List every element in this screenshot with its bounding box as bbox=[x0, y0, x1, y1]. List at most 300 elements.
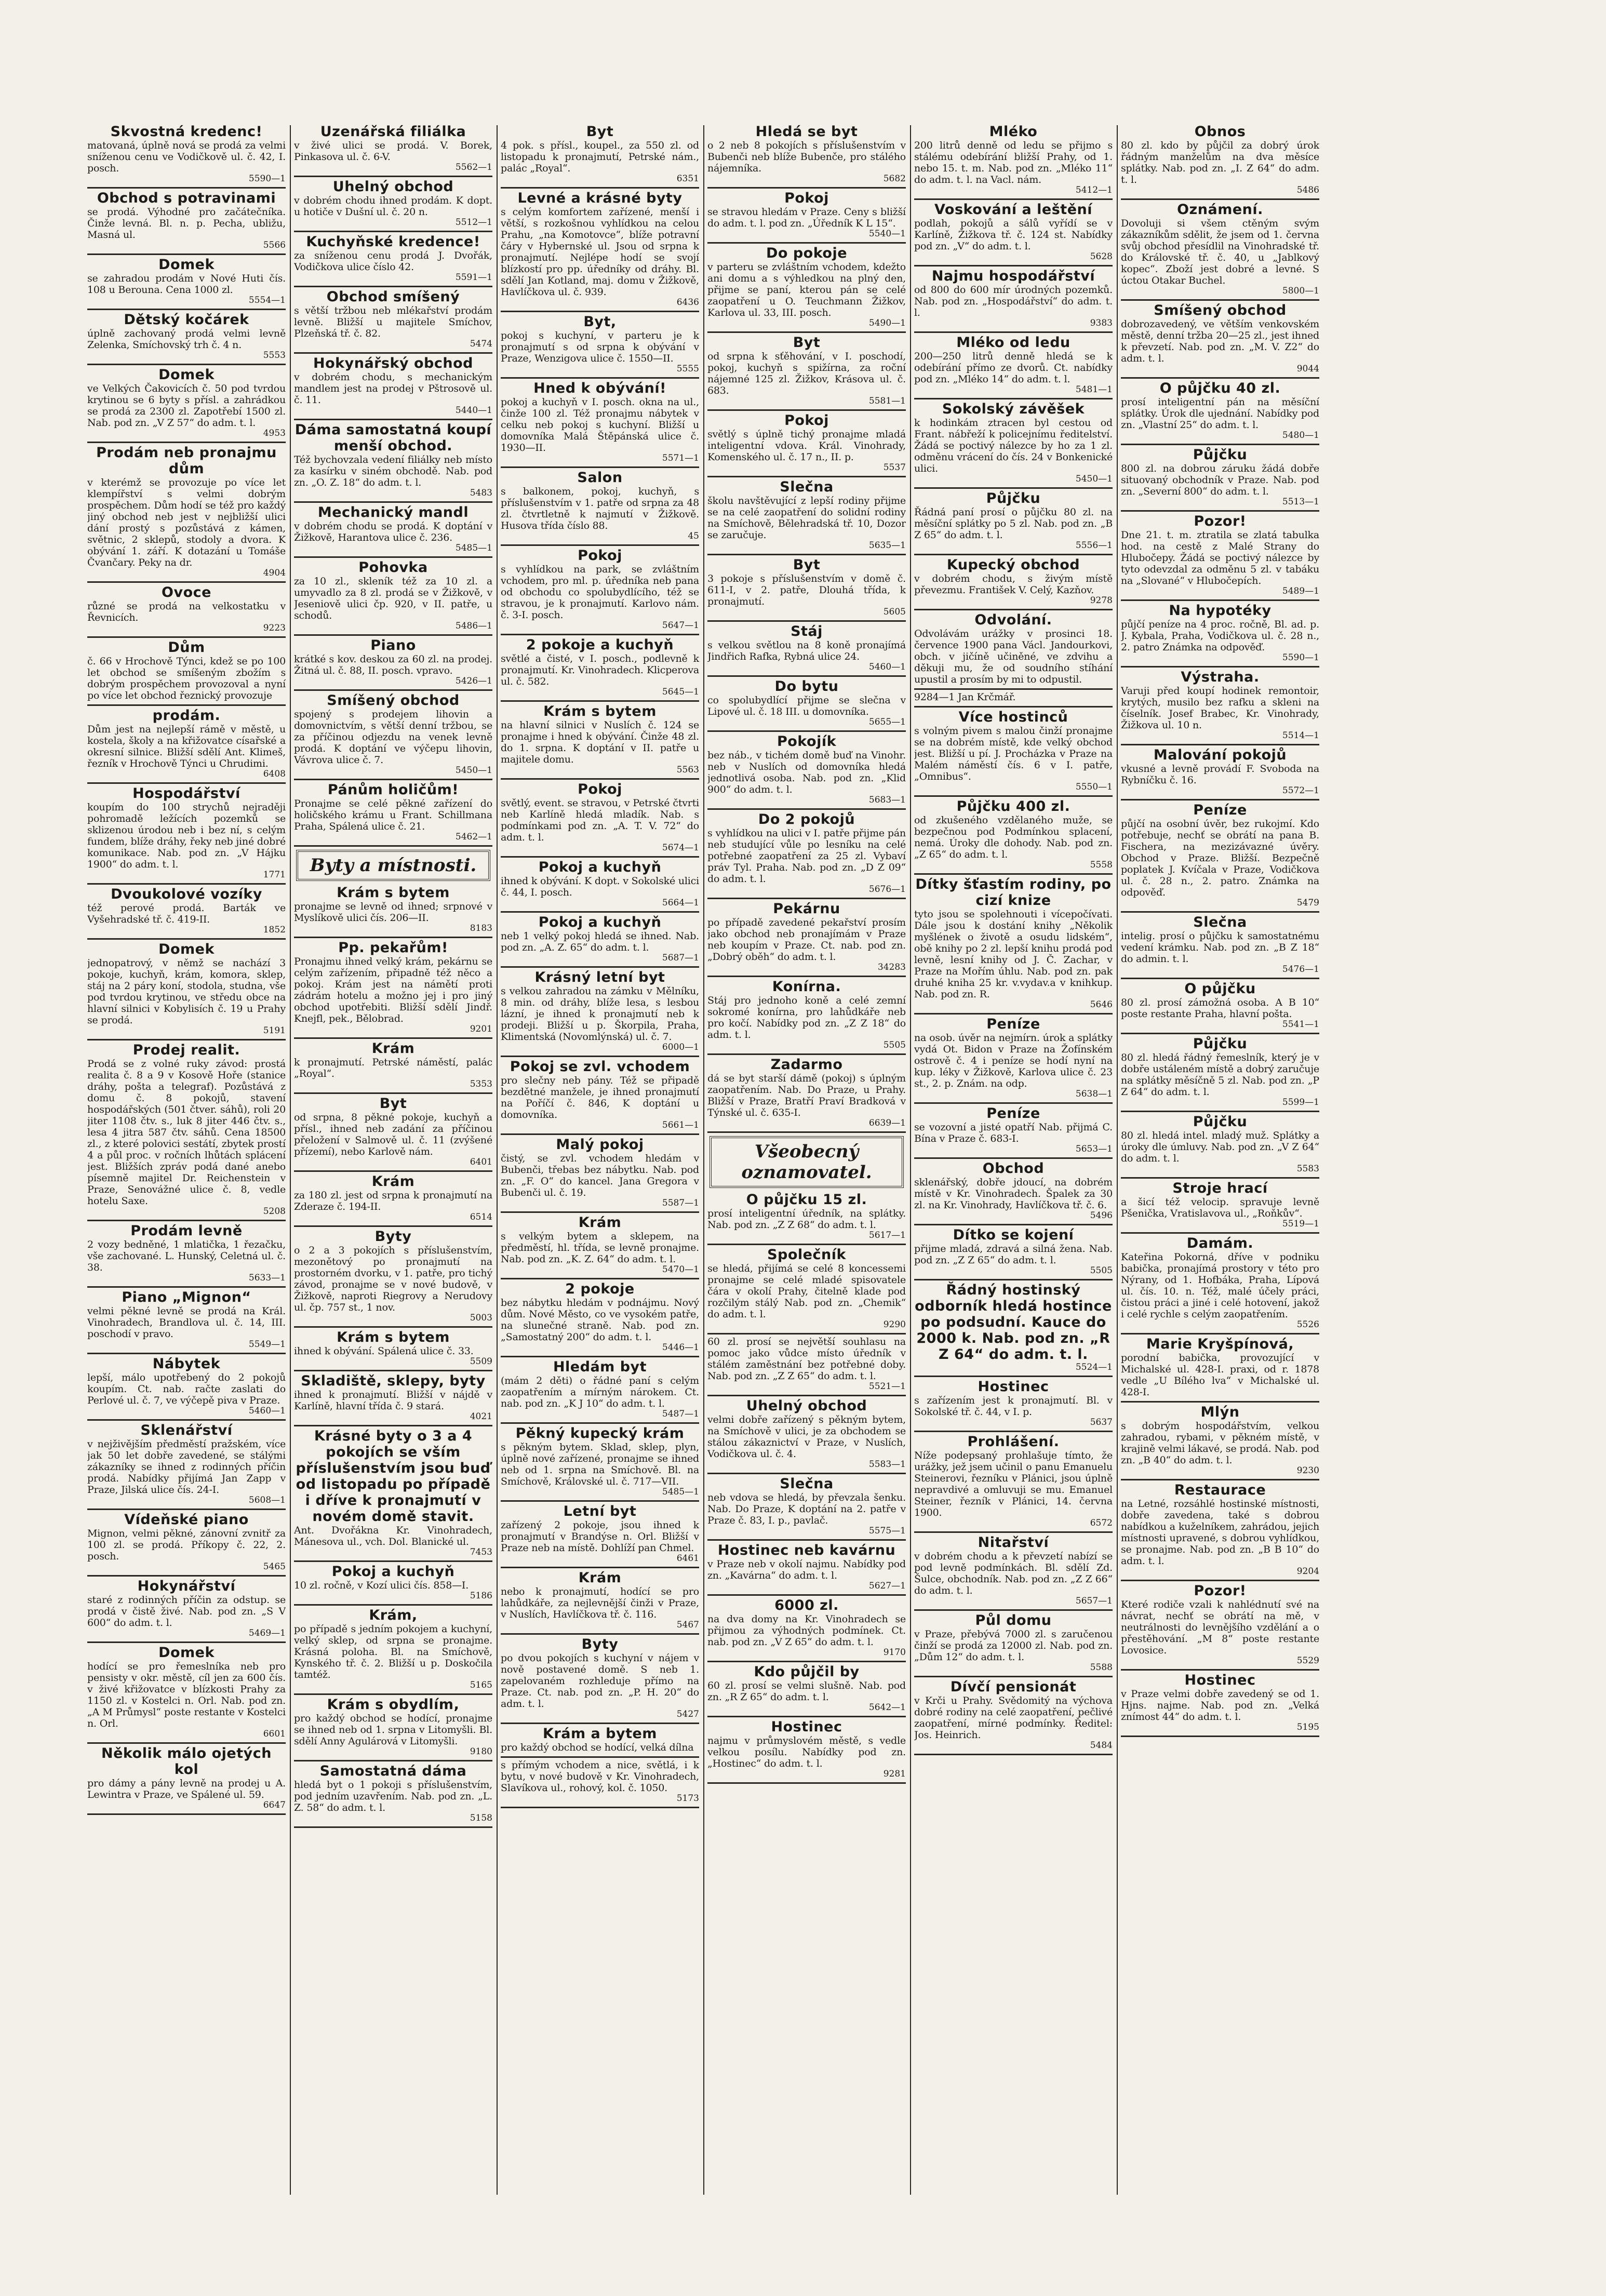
ad-heading: Do pokoje bbox=[766, 245, 848, 261]
ad-reference-code: 6000—1 bbox=[662, 1042, 699, 1052]
classified-ad bbox=[87, 1643, 286, 1744]
ad-reference-code: 5588 bbox=[1090, 1662, 1113, 1673]
ad-body: Stáj pro jednoho koně a celé zemní sokromé konírna, pro lahůdkáře neb pro kočí. Nabídky pod zn. „Z Z 18“ do adm. t. l. bbox=[707, 995, 906, 1040]
ad-heading: Letní byt bbox=[563, 1503, 637, 1519]
classified-ad bbox=[1121, 1234, 1319, 1334]
ad-heading: Pozor! bbox=[1194, 513, 1247, 529]
ad-reference-code: 5426—1 bbox=[455, 676, 492, 686]
ad-heading: Damám. bbox=[1186, 1235, 1254, 1251]
ad-body: po případě s jedním pokojem a kuchyní, velký sklep, od srpna se pronajme. Krásná poloha. Bl. na Smíchově, Kynského tř. č. 2. Bližší u p. Doskočila tamtéž. bbox=[294, 1623, 492, 1680]
classified-ad bbox=[1121, 1480, 1319, 1581]
ad-reference-code: 5509 bbox=[470, 1356, 492, 1367]
ad-heading: Uhelný obchod bbox=[332, 179, 454, 195]
classified-ad bbox=[1121, 668, 1319, 745]
ad-reference-code: 5800—1 bbox=[1282, 286, 1319, 296]
ad-heading: O půjčku 15 zl. bbox=[746, 1192, 867, 1208]
ad-heading: Hokynářství bbox=[137, 1578, 236, 1594]
classified-ad bbox=[914, 489, 1113, 555]
ad-reference-code: 5486 bbox=[1296, 185, 1319, 195]
ad-reference-code: 6408 bbox=[263, 769, 286, 779]
ad-body: pro každý obchod se hodící, pronajme se ihned neb od 1. srpna v Litomyšli. Bl. sdělí Anny Agulárová v Litomyšli. bbox=[294, 1713, 492, 1747]
ad-reference-code: 5605 bbox=[883, 607, 906, 617]
classified-ad bbox=[501, 913, 699, 968]
classified-ad bbox=[501, 312, 699, 379]
ad-body: s velkou zahradou na zámku v Mělníku, 8 min. od dráhy, blíže lesa, s lesbou lázní, je ihned k pronajmutí neb k prodeji. Bližší u p. Škorpila, Praha, Klimentská (Novomlýnská) ul. č. 7. bbox=[501, 985, 699, 1043]
ad-reference-code: 5682 bbox=[883, 173, 906, 184]
ad-heading: Prodám neb pronajmu dům bbox=[96, 445, 277, 477]
ad-body: pronajme se levně od ihned; srpnové v Myslíkově ulici čís. 206—II. bbox=[294, 901, 492, 924]
classified-ad bbox=[87, 1577, 286, 1643]
ad-reference-code: 5553 bbox=[263, 350, 286, 361]
section-banner-line: Byty a místnosti. bbox=[310, 855, 477, 876]
ad-body: od srpna k sťěhování, v I. poschodí, pokoj, kuchyň s spižírna, za roční nájemné 125 zl. Žižkov, Krásova ul. č. 683. bbox=[707, 351, 906, 396]
ad-body: intelig. prosí o půjčku k samostatnému vedení krámku. Nab. pod zn. „B Z 18“ do admin. t. l. bbox=[1121, 930, 1319, 965]
ad-heading: Půl domu bbox=[975, 1612, 1052, 1628]
classified-ad bbox=[294, 1094, 492, 1172]
ad-heading: Obchod bbox=[982, 1160, 1045, 1177]
ad-reference-code: 5529 bbox=[1296, 1656, 1319, 1666]
classified-ad bbox=[707, 810, 906, 899]
ad-heading: Obchod smíšený bbox=[326, 289, 460, 305]
ad-body: s velkým bytem a sklepem, na předměstí, hl. třída, se levně pronajme. Nab. pod zn. „K. Z. 64“ do adm. t. l. bbox=[501, 1231, 699, 1265]
ad-body: v parteru se zvláštním vchodem, kdežto ani domu a s výhledkou na plný den, přijme se paní, kterou pán se celé zaopatření u O. Teuchmann Žižkov, Karlova ul. 33, III. posch. bbox=[707, 261, 906, 318]
ad-reference-code: 5480—1 bbox=[1282, 430, 1319, 440]
ad-reference-code: 8183 bbox=[470, 923, 492, 933]
column-6 bbox=[1121, 122, 1319, 2199]
ad-body: 200—250 litrů denně hledá se k odebírání přímo ze dvorů. Ct. nabídky pod zn. „Mléko 14“ do adm. t. l. bbox=[914, 351, 1113, 385]
ad-body: 800 zl. na dobrou záruku žádá dobře situovaný obchodník v Praze. Nab. pod zn. „Severní 800“ do adm. t. l. bbox=[1121, 463, 1319, 497]
classified-ad bbox=[707, 732, 906, 810]
classified-ad bbox=[707, 1474, 906, 1541]
ad-body: s dobrým hospodářstvím, velkou zahradou, rybami, v pěkném místě, v krajině velmi lákavé, se prodá. Nab. pod zn. „B 40“ do adm. t. l. bbox=[1121, 1420, 1319, 1466]
ad-body: hledá byt o 1 pokoji s příslušenstvím, pod jedním uzavřením. Nab. pod zn. „L. Z. 58“ do adm. t. l. bbox=[294, 1779, 492, 1813]
classified-ad bbox=[914, 1677, 1113, 1755]
classified-ad bbox=[294, 1039, 492, 1094]
ad-reference-code: 6461 bbox=[676, 1553, 699, 1564]
ad-body: v Praze neb v okolí najmu. Nabídky pod zn. „Kavárna“ do adm. t. l. bbox=[707, 1558, 906, 1581]
classified-ad bbox=[707, 677, 906, 732]
ad-heading: Do bytu bbox=[774, 678, 839, 695]
ad-heading: O půjčku bbox=[1184, 981, 1256, 997]
ad-heading: 2 pokoje a kuchyň bbox=[526, 637, 674, 653]
ad-heading: Piano „Mignon“ bbox=[122, 1289, 251, 1305]
ad-heading: Dítky šťastím rodiny, po cizí knize bbox=[915, 876, 1112, 909]
ad-heading: Sklenářství bbox=[140, 1422, 233, 1438]
ad-body: za sníženou cenu prodá J. Dvořák, Vodičkova ulice číslo 42. bbox=[294, 250, 492, 273]
classified-ad bbox=[914, 555, 1113, 610]
ad-heading: Hokynářský obchod bbox=[313, 355, 473, 371]
ad-body: ihned k obývání. Spálená ulice č. 33. bbox=[294, 1345, 474, 1357]
ad-reference-code: 7453 bbox=[470, 1547, 492, 1557]
ad-heading: Sokolský závěšek bbox=[942, 401, 1085, 417]
ad-body: Dovoluji si všem ctěným svým zákazníkům sdělit, že jsem od 1. června svůj obchod přesídlil na Vinohradské tř. do Královské tř. č. 40, u „Jablkový kopec“. Zboží jest dobré a levné. S úctou Otakar Buchel. bbox=[1121, 218, 1319, 286]
classified-ad bbox=[501, 635, 699, 702]
ad-body: prosí inteligentní pán na měsíční splátky. Úrok dle ujednání. Nabídky pod zn. „Vlastní 25“ do adm. t. l. bbox=[1121, 396, 1319, 431]
classified-ad bbox=[501, 468, 699, 546]
ad-reference-code: 5483 bbox=[470, 488, 492, 498]
ad-heading: Uzenářská filiálka bbox=[320, 124, 466, 140]
ad-heading: Mléko od ledu bbox=[956, 335, 1070, 351]
ad-body: v dobrém chodu ihned prodám. K dopt. u hotiče v Dušní ul. č. 20 n. bbox=[294, 195, 492, 218]
classified-ad bbox=[707, 1717, 906, 1784]
ad-heading: Prodej realit. bbox=[132, 1042, 240, 1058]
ad-reference-code: 5165 bbox=[470, 1680, 492, 1690]
ad-reference-code: 5587—1 bbox=[662, 1198, 699, 1208]
classified-ad bbox=[707, 899, 906, 977]
classified-ad bbox=[87, 1744, 286, 1815]
ad-reference-code: 9230 bbox=[1296, 1465, 1319, 1476]
ad-body: velmi dobře zařízený s pěkným bytem, na Smíchově v ulici, je za obchodem se stálou zákaznictví v Praze, v Nuslích, Vodičkova ul. č. 4. bbox=[707, 1414, 906, 1460]
ad-body: a šicí též velocip. spravuje levně Pšenička, Vratislavova ul., „Roňkův“. bbox=[1121, 1196, 1319, 1219]
ad-reference-code: 9044 bbox=[1296, 364, 1319, 374]
ad-reference-code: 5674—1 bbox=[662, 843, 699, 853]
classified-ad bbox=[501, 1758, 699, 1808]
ad-heading: Dům bbox=[168, 639, 205, 656]
classified-ad bbox=[1121, 379, 1319, 445]
ad-body: se vozovní a jisté opatří Nab. přijmá C. Bína v Praze č. 683-I. bbox=[914, 1122, 1113, 1144]
classified-ad bbox=[707, 555, 906, 622]
classified-ad bbox=[501, 189, 699, 312]
ad-body: Níže podepsaný prohlašuje tímto, že urážky, jež jsem učinil o panu Emanuelu Steinerovi, řezníku v Plánici, jsou úplně nepravdivé a omluvuji se mu. Emanuel Steiner, řezník v Plánici, 14. června 1900. bbox=[914, 1450, 1113, 1518]
classified-ad bbox=[294, 691, 492, 780]
ad-reference-code: 5572—1 bbox=[1282, 785, 1319, 796]
ad-body: (mám 2 děti) o řádné paní s celým zaopatřením a mírným nárokem. Ct. nab. pod zn. „K J 10“ do adm. t. l. bbox=[501, 1375, 699, 1409]
classified-ad bbox=[294, 1371, 492, 1426]
ad-body: Pronajmu ihned velký krám, pekárnu se celým zařízením, připadně též něco a pokoj. Krám jest na námětí proti zádrám hotelu a možno jej i pro jiný obchod upotřebiti. Bližší sdělí Jindř. Knejfl, pek., Bělobrad. bbox=[294, 956, 492, 1024]
ad-reference-code: 5571—1 bbox=[662, 453, 699, 463]
ad-heading: Do 2 pokojů bbox=[758, 811, 855, 827]
ad-body: v živé ulici se prodá. V. Borek, Pinkasova ul. č. 6-V. bbox=[294, 140, 492, 163]
ad-heading: Konírna. bbox=[772, 979, 841, 995]
ad-body: pro dámy a pány levně na prodej u A. Lewintra v Praze, ve Spálené ul. 59. bbox=[87, 1778, 286, 1800]
ad-body: v dobrém chodu a k převzetí nabízí se pod levně podmínkách. Bl. sdělí Zd. Šulce, obchodník. Nab. pod zn. „Z Z 66“ do adm. t. l. bbox=[914, 1551, 1113, 1596]
classified-ad bbox=[914, 1280, 1113, 1377]
classified-ad bbox=[707, 411, 906, 477]
ad-heading: Krám s bytem bbox=[337, 1329, 450, 1345]
ad-body: najmu v průmyslovém městě, s vedle velkou posílu. Nabídky pod zn. „Hostinec“ do adm. t. l. bbox=[707, 1735, 906, 1769]
ad-body: podlah, pokojů a sálů vyřídí se v Karlíně, Žižkova tř. č. 124 st. Nabídky pod zn. „V“ do adm. t. l. bbox=[914, 218, 1113, 252]
ad-heading: Hostinec neb kavárnu bbox=[717, 1542, 896, 1558]
section-banner-line: Všeobecný bbox=[754, 1141, 859, 1162]
ad-reference-code: 5537 bbox=[883, 462, 906, 473]
ad-body: s vyhlídkou na park, se zvláštním vchodem, pro ml. p. úředníka neb pana od obchodu co spolubydlícího, též se stravou, je k pronajmutí. Karlovo nám. č. 3-I. posch. bbox=[501, 564, 699, 621]
ad-body: světlý s úplně tichý pronajme mladá inteligentní vdova. Král. Vinohrady, Komenského ul. č. 17 n., II. p. bbox=[707, 429, 906, 463]
ad-reference-code: 5514—1 bbox=[1282, 730, 1319, 741]
ad-body: za 10 zl., skleník též za 10 zl. a umyvadlo za 8 zl. prodá se v Žižkově, v Jeseniově ulici čp. 920, v II. patře, u schodů. bbox=[294, 576, 492, 621]
ad-reference-code: 5476—1 bbox=[1282, 964, 1319, 975]
ad-body: krátké s kov. deskou za 60 zl. na prodej. Žitná ul. č. 88, II. posch. vpravo. bbox=[294, 653, 492, 676]
ad-body: o 2 a 3 pokojích s příslušenstvím, mezonětový po pronajmutí na prostorném dvorku, v 1. patře, pro tichý závod, pronajme se v nové budově, v Žižkově, naproti Riegrovy a Nerudovy ul. čp. 757 st., 1 nov. bbox=[294, 1245, 492, 1313]
ad-body: v dobrém chodu, s mechanickým mandlem jest na prodej v Pštrosově ul. č. 11. bbox=[294, 371, 492, 406]
ad-reference-code: 5513—1 bbox=[1282, 497, 1319, 507]
ad-reference-code: 5555 bbox=[676, 364, 699, 374]
ad-body: staré z rodinných příčin za odstup. se prodá v čistě živé. Nab. pod zn. „S V 600“ do adm. t. l. bbox=[87, 1594, 286, 1628]
ad-body: světlý, event. se stravou, v Petrské čtvrti neb Karlíně hledá mladík. Nab. s podmínkami pod zn. „A. T. V. 72“ do adm. t. l. bbox=[501, 797, 699, 843]
classified-ad bbox=[87, 885, 286, 940]
column-divider bbox=[1117, 125, 1118, 2195]
ad-reference-code: 5460—1 bbox=[248, 1406, 286, 1416]
ad-reference-code: 6351 bbox=[676, 173, 699, 184]
ad-reference-code: 5655—1 bbox=[868, 717, 906, 727]
ad-heading: Zadarmo bbox=[770, 1057, 843, 1073]
ad-reference-code: 5485—1 bbox=[662, 1487, 699, 1497]
ad-heading: Hostinec bbox=[1184, 1672, 1256, 1688]
ad-body: přijme mladá, zdravá a silná žena. Nab. pod zn. „Z Z 65“ do adm. t. l. bbox=[914, 1243, 1113, 1266]
classified-ad bbox=[914, 797, 1113, 875]
ad-reference-code: 5645—1 bbox=[662, 687, 699, 697]
ad-body: 80 zl. hledá intel. mladý muž. Splátky a úroky dle úmluvy. Nab. pod zn. „V Z 64“ do adm. t. l. bbox=[1121, 1130, 1319, 1164]
classified-ad bbox=[1121, 979, 1319, 1034]
ad-reference-code: 5195 bbox=[1296, 1722, 1319, 1732]
ad-heading: Pp. pekařům! bbox=[338, 940, 448, 956]
ad-heading: Pokoj bbox=[578, 781, 622, 797]
classified-ad bbox=[1121, 1334, 1319, 1403]
ad-heading: Kupecký obchod bbox=[946, 557, 1080, 573]
ad-heading: Krám bbox=[371, 1173, 415, 1190]
classified-ad bbox=[707, 333, 906, 411]
column-divider bbox=[703, 125, 704, 2195]
ad-reference-code: 5412—1 bbox=[1075, 185, 1113, 195]
ad-heading: Vídeňské piano bbox=[124, 1512, 249, 1528]
ad-body: od srpna, 8 pěkné pokoje, kuchyň a přísl., ihned neb zadání za příčinou přeložení v Salmově ul. č. 11 (zvýšené přízemí), nebo Karlově nám. bbox=[294, 1112, 492, 1157]
classified-ad bbox=[914, 1432, 1113, 1533]
ad-reference-code: 5479 bbox=[1296, 898, 1319, 908]
ad-heading: Salon bbox=[577, 470, 623, 486]
classified-ad bbox=[1121, 1112, 1319, 1179]
classified-ad bbox=[294, 780, 492, 847]
ad-reference-code: 9223 bbox=[263, 623, 286, 633]
column-divider bbox=[290, 125, 291, 2195]
ad-body: světlé a čisté, v I. posch., podlevně k pronajmutí. Kr. Vinohradech. Klicperova ul. č. 582. bbox=[501, 653, 699, 687]
classified-ad bbox=[501, 122, 699, 189]
ad-reference-code: 5599—1 bbox=[1282, 1097, 1319, 1107]
ad-body: v Praze velmi dobře zavedený se od 1. Hjns. najme. Nab. pod zn. „Velká znímost 44“ do adm. t. l. bbox=[1121, 1688, 1319, 1723]
ad-heading: Malování pokojů bbox=[1153, 747, 1287, 763]
ad-body: bez nábytku hledám v podnájmu. Nový dům. Nové Město, co ve vysokém patře, na slunečné straně. Nab. pod zn. „Samostatný 200“ do adm. t. l. bbox=[501, 1297, 699, 1343]
classified-ad bbox=[707, 1596, 906, 1662]
ad-heading: Krásné byty o 3 a 4 pokojích se vším příslušenstvím jsou buď od listopadu po případě i dříve k pronajmutí v novém domě stavit. bbox=[296, 1428, 491, 1525]
ad-heading: Byt bbox=[586, 124, 614, 140]
ad-reference-code: 5474 bbox=[470, 339, 492, 349]
ad-heading: Krám bbox=[578, 1570, 622, 1586]
classified-ad bbox=[87, 1421, 286, 1510]
ad-reference-code: 5158 bbox=[470, 1813, 492, 1823]
ad-reference-code: 5460—1 bbox=[868, 662, 906, 672]
ad-body: půjčí peníze na 4 proc. ročně, Bl. ad. p. J. Kybala, Praha, Vodičkova ul. č. 28 n., 2. patro Známka na odpověď. bbox=[1121, 619, 1319, 653]
ad-heading: Levné a krásné byty bbox=[517, 190, 682, 206]
ad-heading: Marie Kryšpínová, bbox=[1146, 1336, 1294, 1352]
ad-body: na osob. úvěr na nejmírn. úrok a splátky vydá Ot. Bidon v Praze na Žofínském ostrově č. 4 i peníze se hodí nyní na kup. léky v Žižkově, Karlova ulice č. 23 st., 2. p. Znám. na odp. bbox=[914, 1032, 1113, 1089]
ad-heading: Voskování a leštění bbox=[934, 202, 1092, 218]
ad-reference-code: 6401 bbox=[470, 1157, 492, 1167]
ad-reference-code: 5590—1 bbox=[248, 173, 286, 184]
ad-heading: Společník bbox=[767, 1247, 846, 1263]
ad-reference-code: 5556—1 bbox=[1075, 540, 1113, 551]
ad-body: lepší, málo upotřebený do 2 pokojů koupím. Ct. nab. račte zaslati do Perlové ul. č. 7, ve výčepě piva v Praze. bbox=[87, 1372, 286, 1406]
ad-reference-code: 5481—1 bbox=[1075, 384, 1113, 395]
ad-reference-code: 5505 bbox=[1090, 1265, 1113, 1276]
ad-body: po dvou pokojích s kuchyní v nájem v nově postavené domě. S neb 1. zapelovaném rozhleduje přímo na Praze. Ct. nab. pod zn. „P. H. 20“ do adm. t. l. bbox=[501, 1652, 699, 1710]
ad-reference-code: 5687—1 bbox=[662, 953, 699, 963]
ad-heading: Stroje hrací bbox=[1172, 1180, 1268, 1196]
ad-heading: Půjčku bbox=[1193, 1036, 1248, 1052]
ad-reference-code: 5647—1 bbox=[662, 620, 699, 631]
ad-heading: 6000 zl. bbox=[774, 1597, 839, 1613]
ad-body: na Letné, rozsáhlé hostinské místnosti, dobře zavedena, také s dobrou nabídkou a kuželníkem, zahrádou, jejich místnosti upravené, s dobrou vyhlídkou, se pronajme. Nab. pod zn. „B B 10“ do adm. t. l. bbox=[1121, 1498, 1319, 1567]
ad-reference-code: 6572 bbox=[1090, 1518, 1113, 1528]
ad-body: matovaná, úplně nová se prodá za velmi sníženou cenu ve Vodičkově ul. č. 42, I. posch. bbox=[87, 140, 286, 174]
classified-ad bbox=[294, 1328, 492, 1371]
ad-heading: Krám s bytem bbox=[337, 885, 450, 901]
ad-heading: Smíšený obchod bbox=[327, 692, 460, 709]
ad-reference-code: 5191 bbox=[263, 1025, 286, 1036]
classified-ad bbox=[87, 255, 286, 310]
classified-ad bbox=[707, 1541, 906, 1596]
classified-ad bbox=[87, 1510, 286, 1577]
ad-body: 10 zl. ročně, v Kozí ulici čís. 858—I. bbox=[294, 1580, 469, 1591]
ad-body: Mignon, velmi pěkné, zánovní zvnitř za 100 zl. se prodá. Příkopy č. 22, 2. posch. bbox=[87, 1528, 286, 1562]
ad-reference-code: 9290 bbox=[883, 1319, 906, 1330]
classified-ad bbox=[294, 1227, 492, 1328]
ad-body: 4 pok. s přísl., koupel., za 550 zl. od listopadu k pronajmutí, Petrské nám., palác „Royal“. bbox=[501, 140, 699, 174]
classified-ad bbox=[707, 122, 906, 189]
ad-heading: Mléko bbox=[989, 124, 1038, 140]
ad-body: v nejživějším předměstí pražském, více jak 50 let dobře zavedené, se stálými zákazníky se ihned z rodinných příčin prodá. Nabídky přijímá Jan Zapp v Praze, Jilská ulice čís. 24-I. bbox=[87, 1438, 286, 1496]
classified-ad bbox=[914, 875, 1113, 1014]
ad-heading: Peníze bbox=[986, 1016, 1040, 1032]
ad-reference-code: 5638—1 bbox=[1075, 1089, 1113, 1099]
classified-ad bbox=[1121, 445, 1319, 512]
classified-ad bbox=[87, 365, 286, 443]
classified-ad bbox=[294, 1562, 492, 1606]
ad-reference-code: 5470—1 bbox=[662, 1264, 699, 1275]
ad-reference-code: 6647 bbox=[263, 1800, 286, 1810]
ad-body: různé se prodá na velkostatku v Řevnicích. bbox=[87, 600, 286, 623]
ad-body: se hledá, přijímá se celé 8 koncessemi pronajme se celé mladé spisovatele čára v okolí Prahy, čitelně klade pod rozčilým stálý Nab. pod zn. „Chemik“ do adm. t. l. bbox=[707, 1263, 906, 1320]
ad-body: Též bychovzala vedení filiálky neb místo za kasírku v siném obchodě. Nab. pod zn. „O. Z. 18“ do adm. t. l. bbox=[294, 454, 492, 488]
ad-body: na hlavní silnici v Nuslích č. 124 se pronajme i hned k obývání. Činže 48 zl. do 1. srpna. K doptání v II. patře u majitele domu. bbox=[501, 719, 699, 765]
classified-ad bbox=[1121, 1671, 1319, 1737]
ad-reference-code: 5608—1 bbox=[248, 1495, 286, 1505]
section-banner bbox=[296, 850, 490, 881]
classified-ad bbox=[294, 558, 492, 636]
classified-ad bbox=[914, 1225, 1113, 1280]
ad-body: též perové prodá. Barták ve Vyšehradské tř. č. 419-II. bbox=[87, 902, 286, 925]
ad-heading: Mechanický mandl bbox=[317, 504, 469, 520]
ad-reference-code: 5485—1 bbox=[455, 543, 492, 553]
ad-reference-code: 5462—1 bbox=[455, 832, 492, 842]
ad-body: nebo k pronajmutí, hodící se pro lahůdkáře, za nejlevnější činži v Praze, v Nuslích, Havlíčkova tř. č. 116. bbox=[501, 1586, 699, 1620]
column-divider bbox=[497, 125, 498, 2195]
ad-heading: Skvostná kredenc! bbox=[110, 124, 263, 140]
ad-body: pokoj a kuchyň v I. posch. okna na ul., činže 100 zl. Též pronajmu nábytek v celku neb pokoj s kuchyní. Bližší u domovníka Malá Štěpánská ulice č. 1930—II. bbox=[501, 396, 699, 453]
ad-heading: Krám s bytem bbox=[543, 703, 657, 719]
ad-body: co spolubydlící přijme se slečna v Lipové ul. č. 18 III. u domovníka. bbox=[707, 695, 906, 717]
ad-body: č. 66 v Hrochově Týnci, kdež se po 100 let obchod se smíšeným zbožím s dobrým prospěchem provozoval a nyní po více let obchod řeznický provozuje bbox=[87, 656, 286, 701]
ad-reference-code: 5540—1 bbox=[868, 229, 906, 239]
ad-reference-code: 9201 bbox=[470, 1024, 492, 1034]
ad-body: 80 zl. prosí zámožná osoba. A B 10“ poste restante Praha, hlavní pošta. bbox=[1121, 997, 1319, 1020]
ad-body: Prodá se z volné ruky závod: prostá realita č. 8 a 9 v Kosově Hoře (stanice dráhy, pošta a telegraf). Pozůstává z domu č. 8 pokojů, stavení hospodářských (501 čtver. sáhů), roli 20 jiter 1108 čtv. s., luk 8 jiter 446 čtv. s., lesa 4 jitra 587 čtv. sáhů. Cena 18500 zl., z které polovici sestátí, zbytek prostí 4 a půl proc. v ročních lhůtách splácení jest. Bližších zpráv podá dané anebo písemně majitel Dr. Reichenstein v Praze, Senovážné ulice č. 8, vedle hotelu Saxe. bbox=[87, 1058, 286, 1207]
ad-heading: Dětský kočárek bbox=[124, 312, 249, 328]
ad-body: ihned k obývání. K dopt. v Sokolské ulici č. 44, I. posch. bbox=[501, 875, 699, 898]
ad-heading: Krám, bbox=[369, 1607, 418, 1623]
ad-heading: Dvoukolové vozíky bbox=[111, 886, 262, 902]
ad-heading: Půjčku bbox=[986, 490, 1041, 506]
ad-heading: Slečna bbox=[780, 1476, 834, 1492]
classified-ad bbox=[87, 1040, 286, 1221]
classified-ad bbox=[501, 702, 699, 780]
ad-heading: Obnos bbox=[1194, 124, 1246, 140]
ad-heading: Pokoj a kuchyň bbox=[538, 914, 662, 930]
ad-heading: Hostinec bbox=[771, 1719, 842, 1735]
classified-ad bbox=[707, 477, 906, 555]
ad-reference-code: 4904 bbox=[263, 568, 286, 578]
ad-reference-code: 9281 bbox=[883, 1769, 906, 1779]
ad-body: Pronajme se celé pěkné zařízení do holičského krámu u Frant. Schillmana Praha, Spálená ulice č. 21. bbox=[294, 798, 492, 832]
ad-body: Dům jest na nejlepší rámě v městě, u kostela, školy a na křižovatce císařské a okresní silnice. Bližší sdělí Ant. Klimeš, řezník v Hrochově Týnci u Chrudimi. bbox=[87, 724, 286, 769]
ad-reference-code: 5581—1 bbox=[868, 396, 906, 406]
ad-body: o 2 neb 8 pokojích s příslušenstvím v Bubenči neb blíže Bubenče, pro stálého nájemníka. bbox=[707, 140, 906, 174]
ad-reference-code: 6514 bbox=[470, 1212, 492, 1222]
ad-body: Které rodiče vzali k nahlédnutí své na návrat, nechť se obrátí na mě, v neutrálnosti do levnějšího vzdělání a o přestěhování. „M 8“ poste restante Lovosice. bbox=[1121, 1599, 1319, 1656]
ad-heading: Malý pokoj bbox=[556, 1137, 644, 1153]
classified-ad bbox=[501, 1357, 699, 1424]
classified-ad bbox=[1121, 1581, 1319, 1671]
ad-body: velmi pěkné levně se prodá na Král. Vinohradech, Brandlova ul. č. 14, III. poschodí v pravo. bbox=[87, 1305, 286, 1340]
classified-ad bbox=[914, 333, 1113, 399]
ad-reference-code: 5554—1 bbox=[248, 295, 286, 305]
ad-reference-code: 5526 bbox=[1296, 1319, 1319, 1330]
ad-body: zařízený 2 pokoje, jsou ihned k pronajmutí v Brandýse n. Orl. Bližší v Praze neb na místě. Dohlíží pan Chmel. bbox=[501, 1519, 699, 1554]
ad-heading: Půjčku bbox=[1193, 447, 1248, 463]
classified-ad bbox=[1121, 745, 1319, 800]
classified-ad bbox=[501, 1213, 699, 1279]
ad-reference-code: 5583—1 bbox=[868, 1459, 906, 1470]
ad-body: vkusné a levně provádí F. Svoboda na Rybníčku č. 16. bbox=[1121, 763, 1319, 786]
ad-heading: Stáj bbox=[791, 623, 823, 639]
ad-heading: Dívčí pensionát bbox=[950, 1679, 1077, 1695]
classified-ad bbox=[707, 1190, 906, 1245]
ad-heading: Prohlášení. bbox=[967, 1434, 1060, 1450]
ad-heading: Dítko se kojení bbox=[953, 1227, 1074, 1243]
classified-ad bbox=[1121, 800, 1319, 913]
ad-reference-code: 5676—1 bbox=[868, 884, 906, 895]
classified-ad bbox=[914, 610, 1113, 690]
ad-heading: Mlýn bbox=[1200, 1404, 1240, 1420]
classified-ad bbox=[501, 858, 699, 913]
ad-heading: Pokoj a kuchyň bbox=[538, 859, 662, 875]
ad-reference-code: 5657—1 bbox=[1075, 1596, 1113, 1606]
ad-body: Varuji před koupí hodinek remontoir, krytých, musilo bez rafku a skleni na číselník. Josef Brabec, Kr. Vinohrady, Žižkova ul. 10 n. bbox=[1121, 685, 1319, 731]
classified-ad bbox=[1121, 200, 1319, 301]
ad-body: se stravou hledám v Praze. Ceny s bližší do adm. t. l. pod zn. „Úředník K L 15“. bbox=[707, 206, 906, 229]
ad-reference-code: 5627—1 bbox=[868, 1581, 906, 1591]
classified-ad bbox=[294, 122, 492, 177]
ad-reference-code: 5173 bbox=[676, 1793, 699, 1804]
ad-body: čistý, se zvl. vchodem hledám v Bubenči, třebas bez nábytku. Nab. pod zn. „F. O“ do kancel. Jana Gregora v Bubenči ul. č. 19. bbox=[501, 1153, 699, 1198]
ad-reference-code: 5469—1 bbox=[248, 1628, 286, 1638]
classified-ad bbox=[501, 968, 699, 1057]
classified-ad bbox=[914, 708, 1113, 797]
ad-reference-code: 5521—1 bbox=[868, 1381, 906, 1392]
classified-ad bbox=[87, 310, 286, 365]
ad-reference-code: 5617—1 bbox=[868, 1230, 906, 1240]
classified-ad bbox=[1121, 601, 1319, 668]
ad-reference-code: 9383 bbox=[1090, 318, 1113, 328]
ad-heading: Hned k obývání! bbox=[533, 380, 666, 396]
classified-ad bbox=[294, 1761, 492, 1828]
